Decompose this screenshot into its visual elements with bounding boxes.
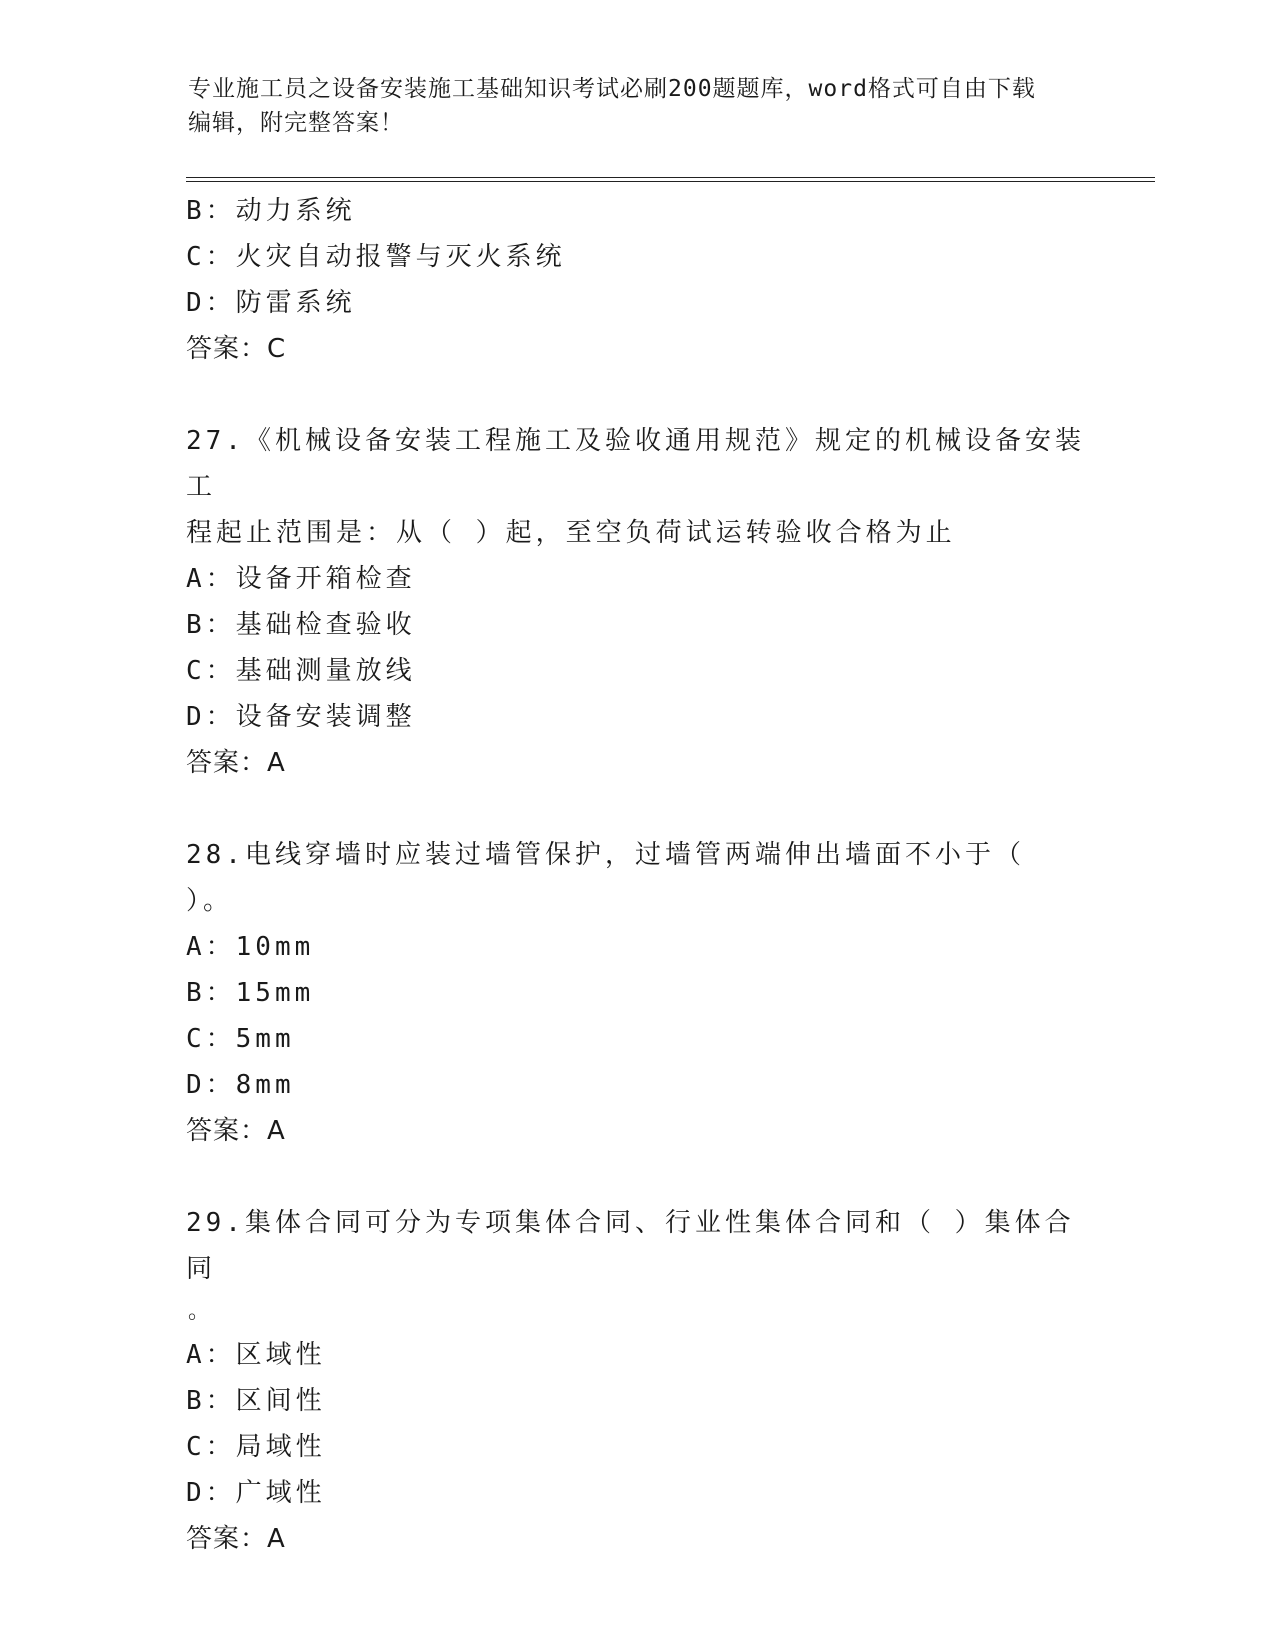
answer-line: 答案：C (186, 334, 287, 364)
question-29 (186, 1200, 1086, 1562)
question-text-line-2: 程起止范围是：从（ ）起，至空负荷试运转验收合格为止 (186, 518, 956, 548)
question-text-line-1: 28.电线穿墙时应装过墙管保护，过墙管两端伸出墙面不小于（ ）。 (186, 840, 1045, 916)
option-d: D：设备安装调整 (186, 702, 416, 732)
option-a: A：区域性 (186, 1340, 326, 1370)
answer-line: 答案：A (186, 748, 286, 778)
question-text-line-1: 29.集体合同可分为专项集体合同、行业性集体合同和（ ）集体合同 (186, 1208, 1075, 1284)
question-27 (186, 418, 1086, 786)
option-d: D：防雷系统 (186, 288, 356, 318)
option-b: B：区间性 (186, 1386, 326, 1416)
document-header (188, 72, 1088, 140)
option-b: B：动力系统 (186, 196, 356, 226)
header-title-line-2: 编辑，附完整答案！ (188, 110, 404, 136)
option-b: B：基础检查验收 (186, 610, 416, 640)
answer-line: 答案：A (186, 1116, 286, 1146)
option-c: C：火灾自动报警与灭火系统 (186, 242, 566, 272)
question-26-partial (186, 188, 1086, 372)
document-body (186, 188, 1086, 1562)
answer-line: 答案：A (186, 1524, 286, 1554)
option-a: A：10mm (186, 932, 315, 962)
question-text-line-2: 。 (188, 1299, 211, 1324)
option-c: C：基础测量放线 (186, 656, 416, 686)
option-a: A：设备开箱检查 (186, 564, 416, 594)
header-title-line-1: 专业施工员之设备安装施工基础知识考试必刷200题题库，word格式可自由下载 (188, 76, 1036, 102)
option-c: C：局域性 (186, 1432, 326, 1462)
question-28 (186, 832, 1086, 1154)
option-d: D：广域性 (186, 1478, 326, 1508)
option-b: B：15mm (186, 978, 315, 1008)
option-c: C：5mm (186, 1024, 295, 1054)
option-d: D：8mm (186, 1070, 295, 1100)
question-text-line-1: 27.《机械设备安装工程施工及验收通用规范》规定的机械设备安装工 (186, 426, 1085, 502)
header-divider (186, 177, 1155, 182)
